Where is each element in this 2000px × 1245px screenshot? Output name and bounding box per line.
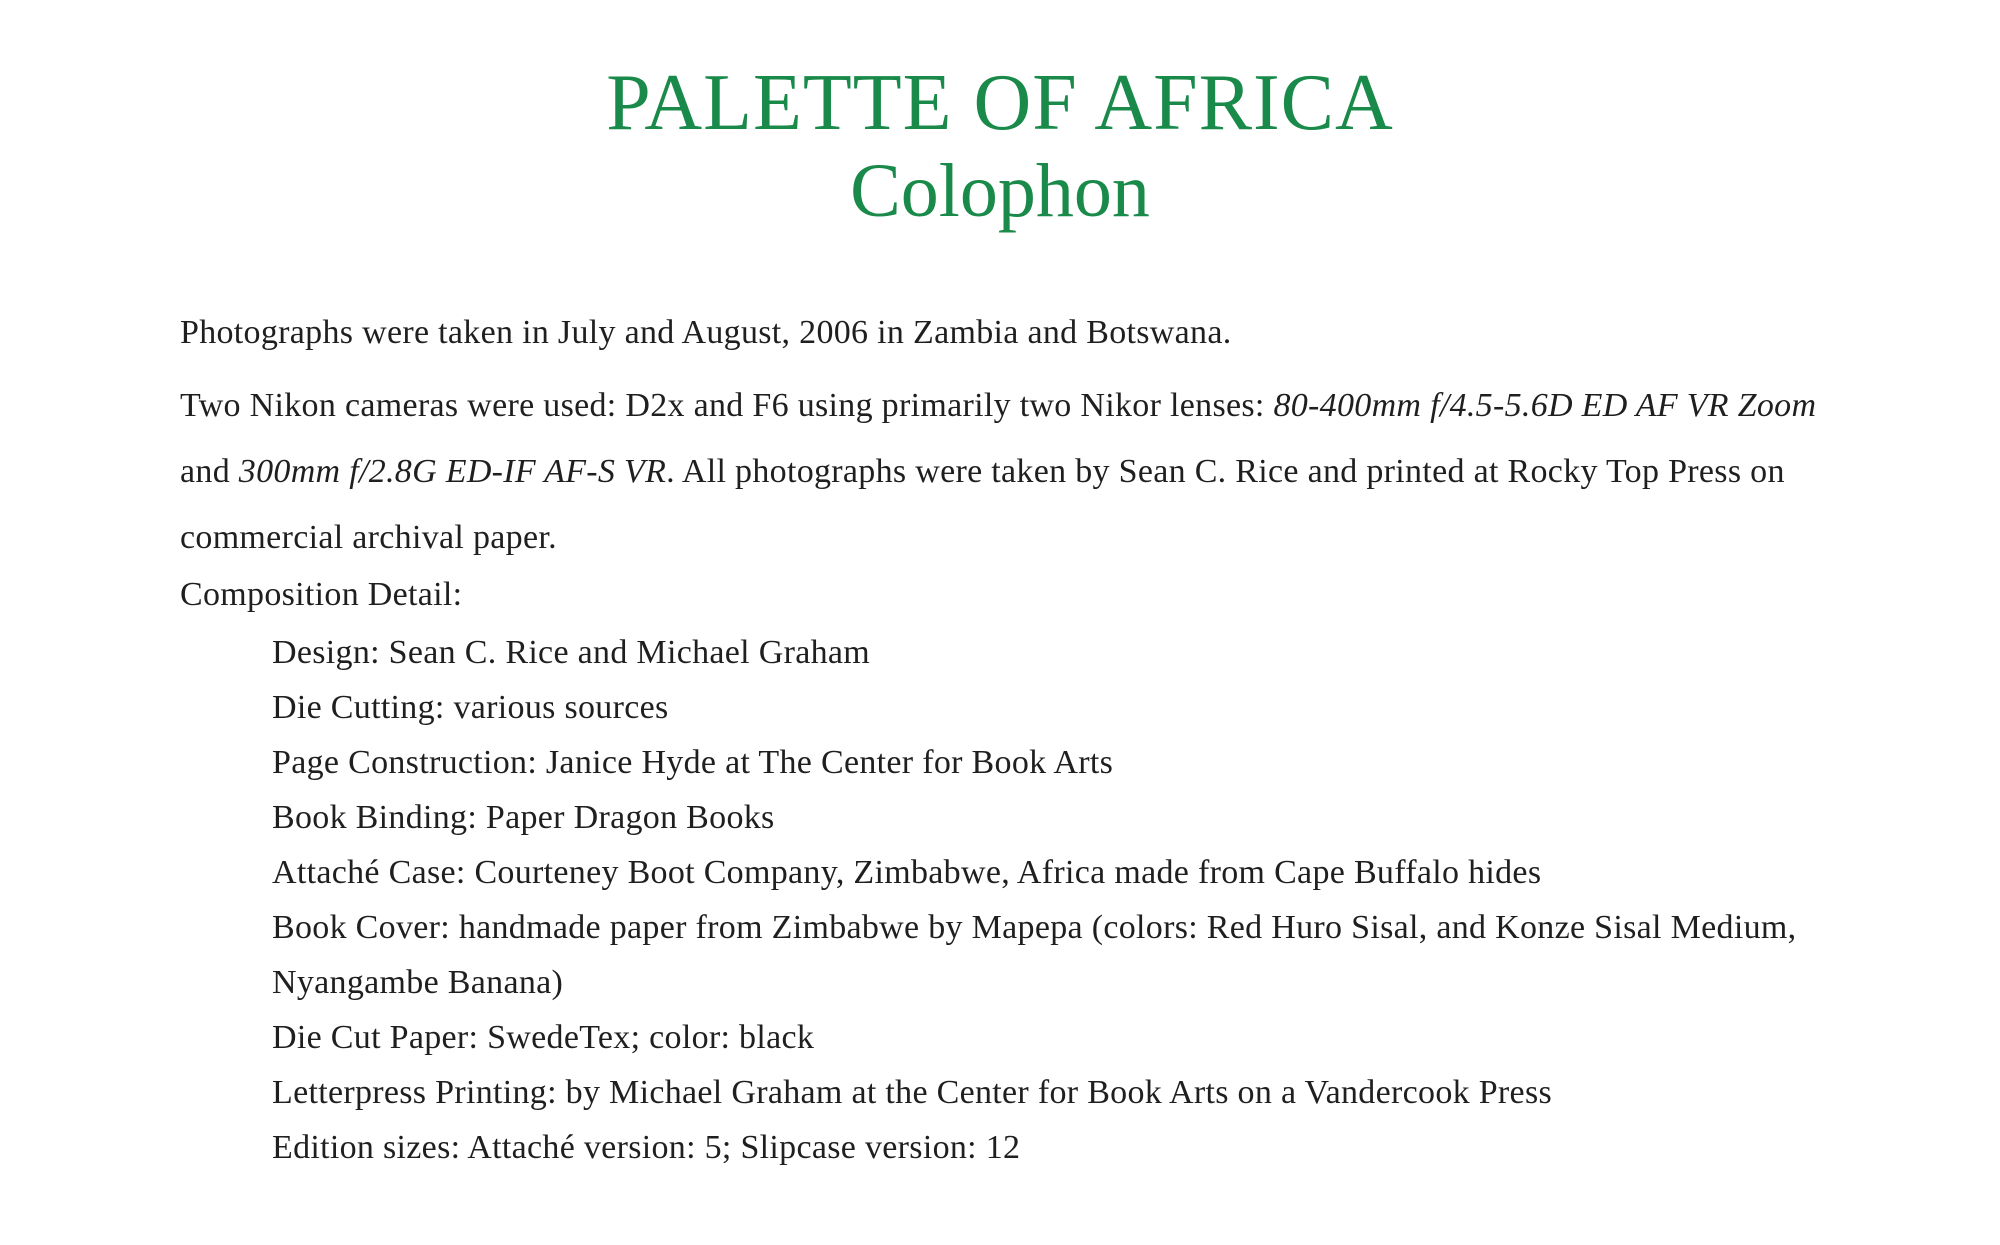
equipment-text-1: Two Nikon cameras were used: D2x and F6 using primarily two Nikor lenses: xyxy=(180,387,1274,424)
document-subtitle: Colophon xyxy=(850,149,1150,233)
detail-book-cover: Book Cover: handmade paper from Zimbabwe by Mapepa (colors: Red Huro Sisal, and Konze Sisal Medium, Nyangambe Banana) xyxy=(272,909,1797,1001)
detail-page-construction: Page Construction: Janice Hyde at The Center for Book Arts xyxy=(272,744,1114,781)
detail-die-cut-paper: Die Cut Paper: SwedeTex; color: black xyxy=(272,1019,815,1056)
equipment-text-3: . All photographs were taken by Sean C. Rice and printed at Rocky Top Press on commercial archival paper. xyxy=(180,453,1785,556)
detail-edition-sizes: Edition sizes: Attaché version: 5; Slipcase version: 12 xyxy=(272,1129,1021,1166)
detail-die-cutting: Die Cutting: various sources xyxy=(272,689,669,726)
composition-heading: Composition Detail: xyxy=(180,576,463,613)
detail-design: Design: Sean C. Rice and Michael Graham xyxy=(272,634,871,671)
composition-detail-list xyxy=(272,625,1872,1175)
intro-paragraph-dates: Photographs were taken in July and August, 2006 in Zambia and Botswana. xyxy=(180,314,1232,351)
detail-book-binding: Book Binding: Paper Dragon Books xyxy=(272,799,775,836)
lens-1-name: 80-400mm f/4.5-5.6D ED AF VR Zoom xyxy=(1273,387,1817,424)
lens-2-name: 300mm f/2.8G ED-IF AF-S VR xyxy=(238,453,667,490)
detail-letterpress-printing: Letterpress Printing: by Michael Graham at the Center for Book Arts on a Vandercook Press xyxy=(272,1074,1553,1111)
intro-paragraph-equipment xyxy=(180,373,1860,571)
detail-attache-case: Attaché Case: Courteney Boot Company, Zimbabwe, Africa made from Cape Buffalo hides xyxy=(272,854,1542,891)
document-title: PALETTE OF AFRICA xyxy=(606,59,1394,147)
equipment-text-2: and xyxy=(180,453,239,490)
